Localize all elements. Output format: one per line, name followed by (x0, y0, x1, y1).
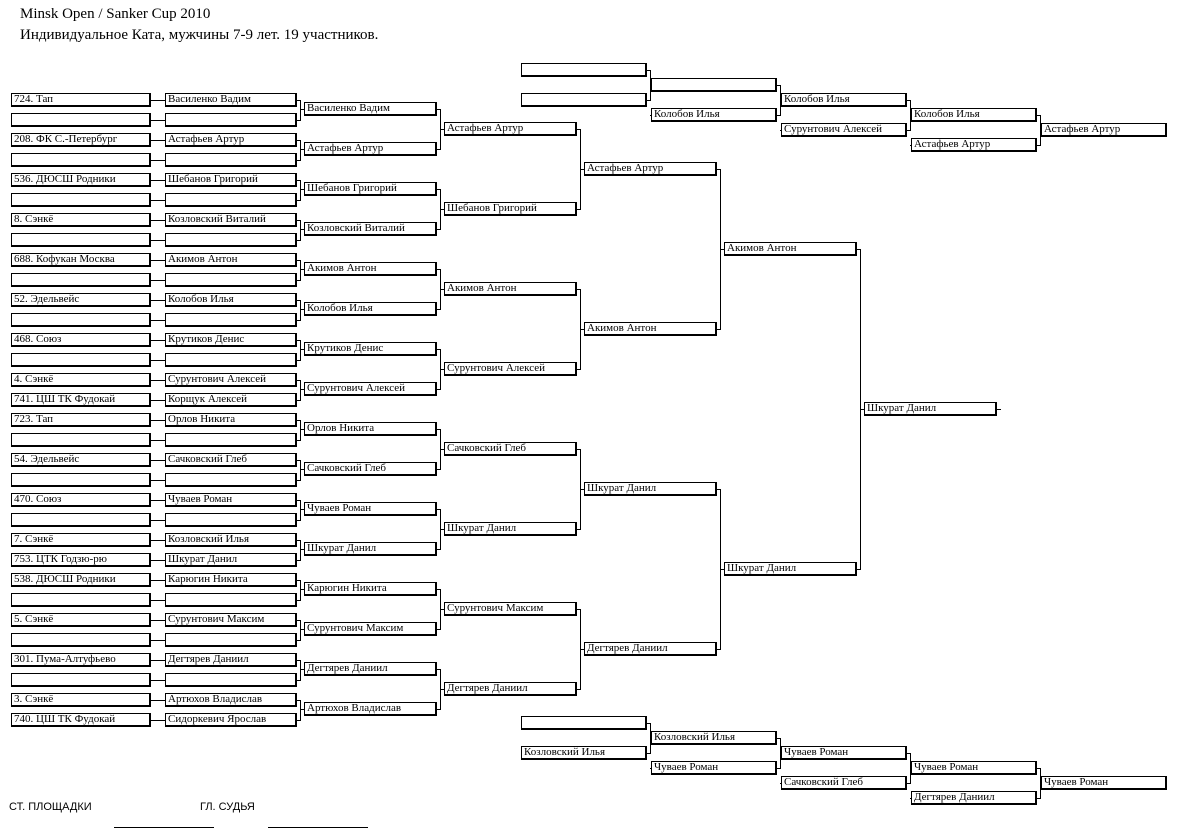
connector-line (151, 480, 165, 481)
connector-line (151, 100, 165, 101)
competitor-slot: Сурунтович Максим (165, 613, 297, 627)
connector-line (151, 300, 165, 301)
repechage-bottom-col1-slot: Козловский Илья (521, 746, 647, 760)
round3-slot: Астафьев Артур (584, 162, 717, 176)
competitor-slot: Дегтярев Даниил (165, 653, 297, 667)
competitor-slot: Чуваев Роман (165, 493, 297, 507)
round2-slot: Астафьев Артур (444, 122, 577, 136)
club-slot (11, 633, 151, 647)
connector-line (151, 560, 165, 561)
connector-line (151, 640, 165, 641)
repechage-bottom-col5-slot: Чуваев Роман (1041, 776, 1167, 790)
connector-line (910, 798, 911, 799)
competitor-slot (165, 473, 297, 487)
repechage-bottom-col4-slot: Дегтярев Даниил (911, 791, 1037, 805)
club-slot: 470. Союз (11, 493, 151, 507)
connector-line (300, 540, 301, 561)
connector-line (300, 100, 301, 121)
connector-line (650, 738, 651, 739)
competitor-slot (165, 193, 297, 207)
round3-slot: Дегтярев Даниил (584, 642, 717, 656)
connector-line (151, 460, 165, 461)
connector-line (151, 320, 165, 321)
competitor-slot (165, 673, 297, 687)
connector-line (1040, 130, 1041, 131)
connector-line (151, 220, 165, 221)
connector-line (151, 580, 165, 581)
club-slot: 7. Сэнкё (11, 533, 151, 547)
competitor-slot (165, 273, 297, 287)
round2-slot: Шебанов Григорий (444, 202, 577, 216)
competitor-slot: Сурунтович Алексей (165, 373, 297, 387)
connector-line (300, 380, 301, 401)
connector-line (650, 115, 651, 116)
round1-slot: Чуваев Роман (304, 502, 437, 516)
connector-line (151, 120, 165, 121)
club-slot: 301. Пума-Алтуфьево (11, 653, 151, 667)
final-slot: Шкурат Данил (864, 402, 997, 416)
club-slot: 723. Тап (11, 413, 151, 427)
club-slot: 208. ФК С.-Петербург (11, 133, 151, 147)
round2-slot: Дегтярев Даниил (444, 682, 577, 696)
connector-line (151, 240, 165, 241)
club-slot (11, 193, 151, 207)
repechage-top-col3-slot: Сурунтович Алексей (781, 123, 907, 137)
round2-slot: Сачковский Глеб (444, 442, 577, 456)
club-slot (11, 593, 151, 607)
competitor-slot (165, 433, 297, 447)
page-subtitle: Индивидуальное Ката, мужчины 7-9 лет. 19 участников. (20, 27, 379, 43)
connector-line (300, 500, 301, 521)
connector-line (720, 249, 724, 250)
club-slot: 3. Сэнкё (11, 693, 151, 707)
connector-line (300, 620, 301, 641)
connector-line (780, 100, 781, 101)
competitor-slot (165, 593, 297, 607)
connector-line (300, 260, 301, 281)
club-slot: 468. Союз (11, 333, 151, 347)
club-slot (11, 313, 151, 327)
connector-line (151, 160, 165, 161)
round1-slot: Карюгин Никита (304, 582, 437, 596)
competitor-slot: Козловский Виталий (165, 213, 297, 227)
competitor-slot: Орлов Никита (165, 413, 297, 427)
club-slot (11, 153, 151, 167)
site-supervisor-signature-line (114, 827, 214, 828)
round1-slot: Орлов Никита (304, 422, 437, 436)
competitor-slot: Корщук Алексей (165, 393, 297, 407)
club-slot: 8. Сэнкё (11, 213, 151, 227)
connector-line (151, 200, 165, 201)
connector-line (151, 620, 165, 621)
club-slot: 54. Эдельвейс (11, 453, 151, 467)
repechage-top-col5-slot: Астафьев Артур (1041, 123, 1167, 137)
connector-line (650, 768, 651, 769)
round1-slot: Астафьев Артур (304, 142, 437, 156)
club-slot (11, 513, 151, 527)
connector-line (151, 600, 165, 601)
connector-line (300, 700, 301, 721)
competitor-slot: Карюгин Никита (165, 573, 297, 587)
connector-line (780, 753, 781, 754)
connector-line (151, 340, 165, 341)
semifinal-slot: Акимов Антон (724, 242, 857, 256)
competitor-slot: Крутиков Денис (165, 333, 297, 347)
round1-slot: Колобов Илья (304, 302, 437, 316)
site-supervisor-label: СТ. ПЛОЩАДКИ (9, 801, 92, 813)
connector-line (151, 680, 165, 681)
competitor-slot (165, 113, 297, 127)
repechage-bottom-col2-slot: Чуваев Роман (651, 761, 777, 775)
club-slot: 52. Эдельвейс (11, 293, 151, 307)
competitor-slot: Сачковский Глеб (165, 453, 297, 467)
connector-line (580, 169, 584, 170)
competitor-slot (165, 353, 297, 367)
round1-slot: Василенко Вадим (304, 102, 437, 116)
club-slot (11, 433, 151, 447)
round2-slot: Сурунтович Максим (444, 602, 577, 616)
competitor-slot: Акимов Антон (165, 253, 297, 267)
connector-line (440, 609, 444, 610)
connector-line (910, 115, 911, 116)
competitor-slot: Василенко Вадим (165, 93, 297, 107)
connector-line (440, 529, 444, 530)
connector-line (300, 660, 301, 681)
competitor-slot: Колобов Илья (165, 293, 297, 307)
competitor-slot: Шебанов Григорий (165, 173, 297, 187)
connector-line (151, 520, 165, 521)
connector-line (300, 460, 301, 481)
page-title: Minsk Open / Sanker Cup 2010 (20, 6, 211, 22)
club-slot: 688. Кофукан Москва (11, 253, 151, 267)
connector-line (910, 145, 911, 146)
round1-slot: Сачковский Глеб (304, 462, 437, 476)
connector-line (440, 209, 444, 210)
round3-slot: Шкурат Данил (584, 482, 717, 496)
competitor-slot: Козловский Илья (165, 533, 297, 547)
connector-line (650, 85, 651, 86)
competitor-slot (165, 153, 297, 167)
connector-line (151, 720, 165, 721)
connector-line (151, 500, 165, 501)
connector-line (151, 380, 165, 381)
repechage-top-col3-slot: Колобов Илья (781, 93, 907, 107)
repechage-bottom-col3-slot: Сачковский Глеб (781, 776, 907, 790)
club-slot: 724. Тап (11, 93, 151, 107)
connector-line (440, 289, 444, 290)
connector-line (151, 260, 165, 261)
connector-line (151, 180, 165, 181)
repechage-top-col4-slot: Астафьев Артур (911, 138, 1037, 152)
connector-line (580, 489, 584, 490)
round1-slot: Сурунтович Максим (304, 622, 437, 636)
connector-line (860, 409, 864, 410)
final-tick (997, 409, 1001, 410)
club-slot (11, 353, 151, 367)
round1-slot: Акимов Антон (304, 262, 437, 276)
connector-line (151, 400, 165, 401)
club-slot (11, 233, 151, 247)
connector-line (151, 360, 165, 361)
club-slot (11, 673, 151, 687)
connector-line (910, 768, 911, 769)
connector-line (580, 649, 584, 650)
round1-slot: Сурунтович Алексей (304, 382, 437, 396)
competitor-slot (165, 233, 297, 247)
connector-line (151, 540, 165, 541)
repechage-bottom-col2-slot: Козловский Илья (651, 731, 777, 745)
connector-line (1040, 783, 1041, 784)
round1-slot: Шкурат Данил (304, 542, 437, 556)
connector-line (300, 300, 301, 321)
club-slot: 741. ЦШ ТК Фудокай (11, 393, 151, 407)
connector-line (151, 420, 165, 421)
round2-slot: Акимов Антон (444, 282, 577, 296)
connector-line (440, 369, 444, 370)
club-slot: 740. ЦШ ТК Фудокай (11, 713, 151, 727)
competitor-slot: Астафьев Артур (165, 133, 297, 147)
repechage-bottom-col3-slot: Чуваев Роман (781, 746, 907, 760)
repechage-top-col2-slot: Колобов Илья (651, 108, 777, 122)
competitor-slot (165, 313, 297, 327)
connector-line (780, 783, 781, 784)
round1-slot: Дегтярев Даниил (304, 662, 437, 676)
connector-line (440, 689, 444, 690)
club-slot: 536. ДЮСШ Родники (11, 173, 151, 187)
repechage-top-col4-slot: Колобов Илья (911, 108, 1037, 122)
competitor-slot (165, 513, 297, 527)
round1-slot: Крутиков Денис (304, 342, 437, 356)
connector-line (151, 440, 165, 441)
round1-slot: Шебанов Григорий (304, 182, 437, 196)
connector-line (151, 280, 165, 281)
repechage-bottom-col1-slot (521, 716, 647, 730)
connector-line (300, 340, 301, 361)
club-slot: 753. ЦТК Годзю-рю (11, 553, 151, 567)
club-slot (11, 473, 151, 487)
competitor-slot (165, 633, 297, 647)
connector-line (151, 140, 165, 141)
connector-line (580, 329, 584, 330)
club-slot: 4. Сэнкё (11, 373, 151, 387)
semifinal-slot: Шкурат Данил (724, 562, 857, 576)
connector-line (300, 580, 301, 601)
repechage-bottom-col4-slot: Чуваев Роман (911, 761, 1037, 775)
club-slot (11, 113, 151, 127)
connector-line (300, 180, 301, 201)
connector-line (780, 130, 781, 131)
repechage-top-col1-slot (521, 93, 647, 107)
repechage-top-col1-slot (521, 63, 647, 77)
connector-line (440, 449, 444, 450)
round2-slot: Шкурат Данил (444, 522, 577, 536)
competitor-slot: Шкурат Данил (165, 553, 297, 567)
competitor-slot: Артюхов Владислав (165, 693, 297, 707)
chief-judge-signature-line (268, 827, 368, 828)
round2-slot: Сурунтович Алексей (444, 362, 577, 376)
connector-line (300, 220, 301, 241)
competitor-slot: Сидоркевич Ярослав (165, 713, 297, 727)
chief-judge-label: ГЛ. СУДЬЯ (200, 801, 255, 813)
connector-line (300, 140, 301, 161)
repechage-top-col2-slot (651, 78, 777, 92)
connector-line (151, 700, 165, 701)
club-slot (11, 273, 151, 287)
round3-slot: Акимов Антон (584, 322, 717, 336)
connector-line (151, 660, 165, 661)
connector-line (440, 129, 444, 130)
club-slot: 538. ДЮСШ Родники (11, 573, 151, 587)
connector-line (720, 569, 724, 570)
club-slot: 5. Сэнкё (11, 613, 151, 627)
connector-line (300, 420, 301, 441)
round1-slot: Козловский Виталий (304, 222, 437, 236)
round1-slot: Артюхов Владислав (304, 702, 437, 716)
